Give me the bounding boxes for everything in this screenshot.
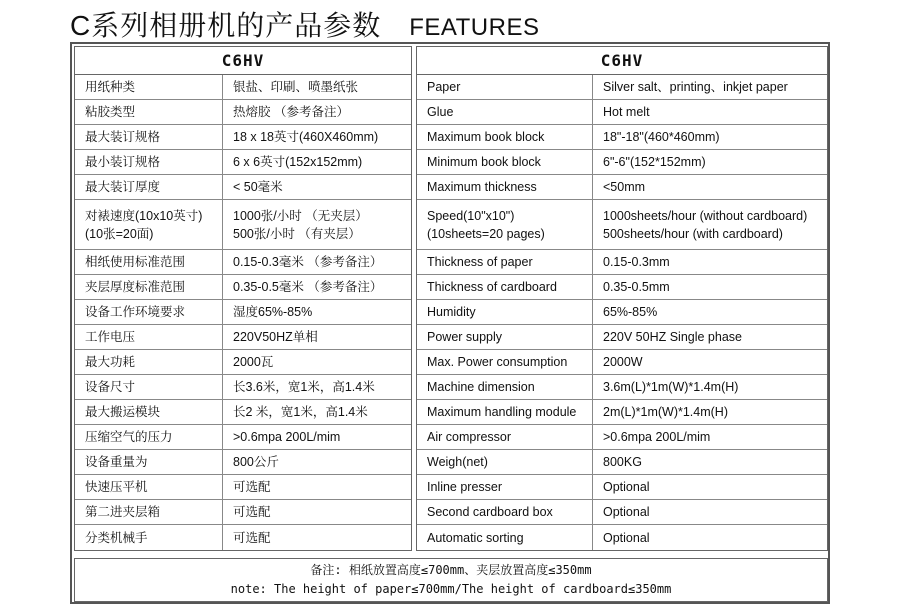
spec-value [593,75,827,99]
spec-value-line: 220V50HZ单相 [233,330,318,344]
spec-value-line: 2000W [603,355,643,369]
spec-label-line: Paper [427,80,461,94]
spec-label-line: Second cardboard box [427,505,553,519]
spec-value-line: 6 x 6英寸(152x152mm) [233,155,363,169]
spec-label-line: 粘胶类型 [85,105,136,119]
spec-label-line: Automatic sorting [427,530,524,545]
spec-label-line: Speed(10"x10") [427,208,515,223]
title-en: FEATURES [409,14,540,41]
spec-value-line: 18"-18"(460*460mm) [603,130,720,144]
spec-label [417,200,593,249]
spec-label [417,525,593,550]
spec-label-line: 设备重量为 [85,455,148,469]
spec-sheet [70,42,830,604]
spec-value [223,300,411,324]
spec-value [593,350,827,374]
spec-value [593,450,827,474]
table-row [75,450,411,475]
table-row [75,400,411,425]
spec-label-line: 最大搬运模块 [85,405,161,419]
spec-label [75,400,223,424]
spec-value [593,425,827,449]
table-row [417,400,827,425]
spec-label [75,125,223,149]
footnote-cn: 备注: 相纸放置高度≤700mm、夹层放置高度≤350mm [310,563,592,577]
spec-value [223,475,411,499]
spec-label-line: (10张=20面) [85,226,154,241]
table-row [417,325,827,350]
spec-label [417,175,593,199]
spec-value [223,100,411,124]
spec-value [223,425,411,449]
table-row [417,450,827,475]
table-row [417,375,827,400]
spec-value-line: 500张/小时 （有夹层） [233,226,361,241]
table-row [417,275,827,300]
spec-label [417,150,593,174]
table-row [75,100,411,125]
spec-value-line: 0.35-0.5毫米 （参考备注） [233,280,383,294]
table-row [75,350,411,375]
spec-value [223,350,411,374]
spec-label-line: Air compressor [427,430,512,444]
spec-label-line: Inline presser [427,480,503,494]
spec-label [75,500,223,524]
spec-label-line: 压缩空气的压力 [85,430,173,444]
spec-label-line: 快速压平机 [85,480,148,494]
table-row [417,475,827,500]
spec-value-line: 800KG [603,455,642,469]
spec-value [223,500,411,524]
spec-value [223,375,411,399]
spec-label-line: Maximum book block [427,130,545,144]
footnote [74,558,828,602]
spec-rows-cn [75,75,411,550]
spec-value [223,275,411,299]
spec-label-line: 相纸使用标准范围 [85,255,186,269]
model-header-cn: C6HV [75,47,411,75]
spec-label-line: 最大装订厚度 [85,180,161,194]
spec-label [417,375,593,399]
table-row [75,200,411,250]
spec-value-line: 800公斤 [233,455,279,469]
spec-value [593,200,827,249]
spec-value-line: 可选配 [233,505,271,519]
table-row [75,425,411,450]
table-row [75,525,411,550]
table-row [417,200,827,250]
spec-label [417,275,593,299]
spec-label-line: Thickness of paper [427,255,533,269]
spec-value [223,400,411,424]
spec-value-line: >0.6mpa 200L/mim [603,430,711,444]
spec-value-line: 0.15-0.3毫米 （参考备注） [233,255,383,269]
spec-value-line: 2m(L)*1m(W)*1.4m(H) [603,405,728,419]
spec-label [75,525,223,550]
spec-label-line: 对裱速度(10x10英寸) [85,208,203,223]
spec-value [223,75,411,99]
spec-label [75,200,223,249]
spec-label [417,75,593,99]
spec-value [593,525,827,550]
spec-label [75,475,223,499]
spec-value-line: 1000张/小时 （无夹层） [233,208,368,223]
spec-value-line: Silver salt、printing、inkjet paper [603,80,788,94]
spec-value [223,150,411,174]
spec-label [417,400,593,424]
spec-label [417,300,593,324]
spec-label [417,450,593,474]
spec-label-line: 最大功耗 [85,355,136,369]
spec-value [593,375,827,399]
spec-value-line: 2000瓦 [233,355,274,369]
table-row [75,500,411,525]
spec-value-line: 1000sheets/hour (without cardboard) [603,208,808,223]
table-row [417,75,827,100]
table-row [417,350,827,375]
spec-value [223,200,411,249]
table-row [417,150,827,175]
table-row [75,75,411,100]
spec-value-line: >0.6mpa 200L/mim [233,430,341,444]
spec-value [593,300,827,324]
spec-value-line: 热熔胶 （参考备注） [233,105,349,119]
spec-value [593,400,827,424]
spec-label-line: 分类机械手 [85,530,148,545]
spec-label [417,425,593,449]
spec-label [75,150,223,174]
spec-value-line: 65%-85% [603,305,658,319]
spec-label [75,175,223,199]
spec-label-line: 设备尺寸 [85,380,136,394]
spec-label-line: (10sheets=20 pages) [427,226,545,241]
spec-value-line: 长2 米，宽1米，高1.4米 [233,405,368,419]
table-row [75,150,411,175]
table-row [417,100,827,125]
spec-label-line: 用纸种类 [85,80,136,94]
spec-label-line: 最小装订规格 [85,155,161,169]
spec-value-line: 6"-6"(152*152mm) [603,155,706,169]
spec-value [223,525,411,550]
table-row [75,475,411,500]
spec-label-line: Power supply [427,330,503,344]
spec-value-line: Optional [603,530,650,545]
spec-label [417,475,593,499]
spec-value-line: <50mm [603,180,646,194]
table-row [417,175,827,200]
table-row [75,325,411,350]
spec-value-line: < 50毫米 [233,180,283,194]
spec-label-line: 设备工作环境要求 [85,305,186,319]
spec-value [593,325,827,349]
spec-value [223,175,411,199]
spec-label-line: Thickness of cardboard [427,280,557,294]
spec-value-line: 220V 50HZ Single phase [603,330,742,344]
spec-value-line: Hot melt [603,105,650,119]
spec-label [75,450,223,474]
spec-label-line: Humidity [427,305,476,319]
spec-value [593,275,827,299]
table-row [75,175,411,200]
table-row [417,525,827,550]
spec-label [75,325,223,349]
spec-value [593,175,827,199]
table-row [75,300,411,325]
spec-label-line: Glue [427,105,454,119]
spec-label-line: Maximum handling module [427,405,577,419]
table-row [75,250,411,275]
spec-value [593,150,827,174]
table-row [417,250,827,275]
spec-value [223,250,411,274]
spec-label [417,325,593,349]
table-row [75,375,411,400]
spec-value [223,325,411,349]
table-row [75,125,411,150]
spec-value [593,125,827,149]
spec-label [75,75,223,99]
spec-label [75,275,223,299]
spec-value-line: 可选配 [233,480,271,494]
spec-label [417,350,593,374]
spec-value [223,450,411,474]
table-row [417,500,827,525]
spec-value [593,250,827,274]
footnote-en: note: The height of paper≤700mm/The height of cardboard≤350mm [230,582,672,596]
spec-value [593,500,827,524]
spec-value-line: 湿度65%-85% [233,305,313,319]
spec-label [75,350,223,374]
spec-label [75,100,223,124]
table-row [417,125,827,150]
spec-label-line: 工作电压 [85,330,136,344]
spec-label-line: Minimum book block [427,155,541,169]
spec-label [75,425,223,449]
spec-label-line: 夹层厚度标准范围 [85,280,186,294]
spec-label [75,250,223,274]
title-cn: C系列相册机的产品参数 [70,10,382,41]
spec-value-line: 18 x 18英寸(460X460mm) [233,130,379,144]
spec-value-line: Optional [603,505,650,519]
spec-table-cn [74,46,412,551]
table-row [417,300,827,325]
spec-value-line: 3.6m(L)*1m(W)*1.4m(H) [603,380,739,394]
spec-label [75,375,223,399]
spec-label [417,500,593,524]
spec-label-line: 最大装订规格 [85,130,161,144]
table-row [75,275,411,300]
spec-value-line: 银盐、印刷、喷墨纸张 [233,80,359,94]
spec-label [417,250,593,274]
spec-value [223,125,411,149]
spec-value-line: Optional [603,480,650,494]
spec-value-line: 长3.6米，宽1米，高1.4米 [233,380,375,394]
spec-value [593,100,827,124]
spec-label-line: Maximum thickness [427,180,537,194]
model-header-en: C6HV [417,47,827,75]
spec-value-line: 0.35-0.5mm [603,280,670,294]
spec-label [417,100,593,124]
spec-table-en [416,46,828,551]
spec-value-line: 0.15-0.3mm [603,255,670,269]
spec-label-line: 第二进夹层箱 [85,505,161,519]
spec-value-line: 可选配 [233,530,271,545]
page-title [70,4,539,42]
spec-label [75,300,223,324]
spec-rows-en [417,75,827,550]
spec-label-line: Weigh(net) [427,455,488,469]
spec-value [593,475,827,499]
spec-label [417,125,593,149]
spec-label-line: Machine dimension [427,380,535,394]
spec-value-line: 500sheets/hour (with cardboard) [603,226,783,241]
table-row [417,425,827,450]
spec-label-line: Max. Power consumption [427,355,568,369]
